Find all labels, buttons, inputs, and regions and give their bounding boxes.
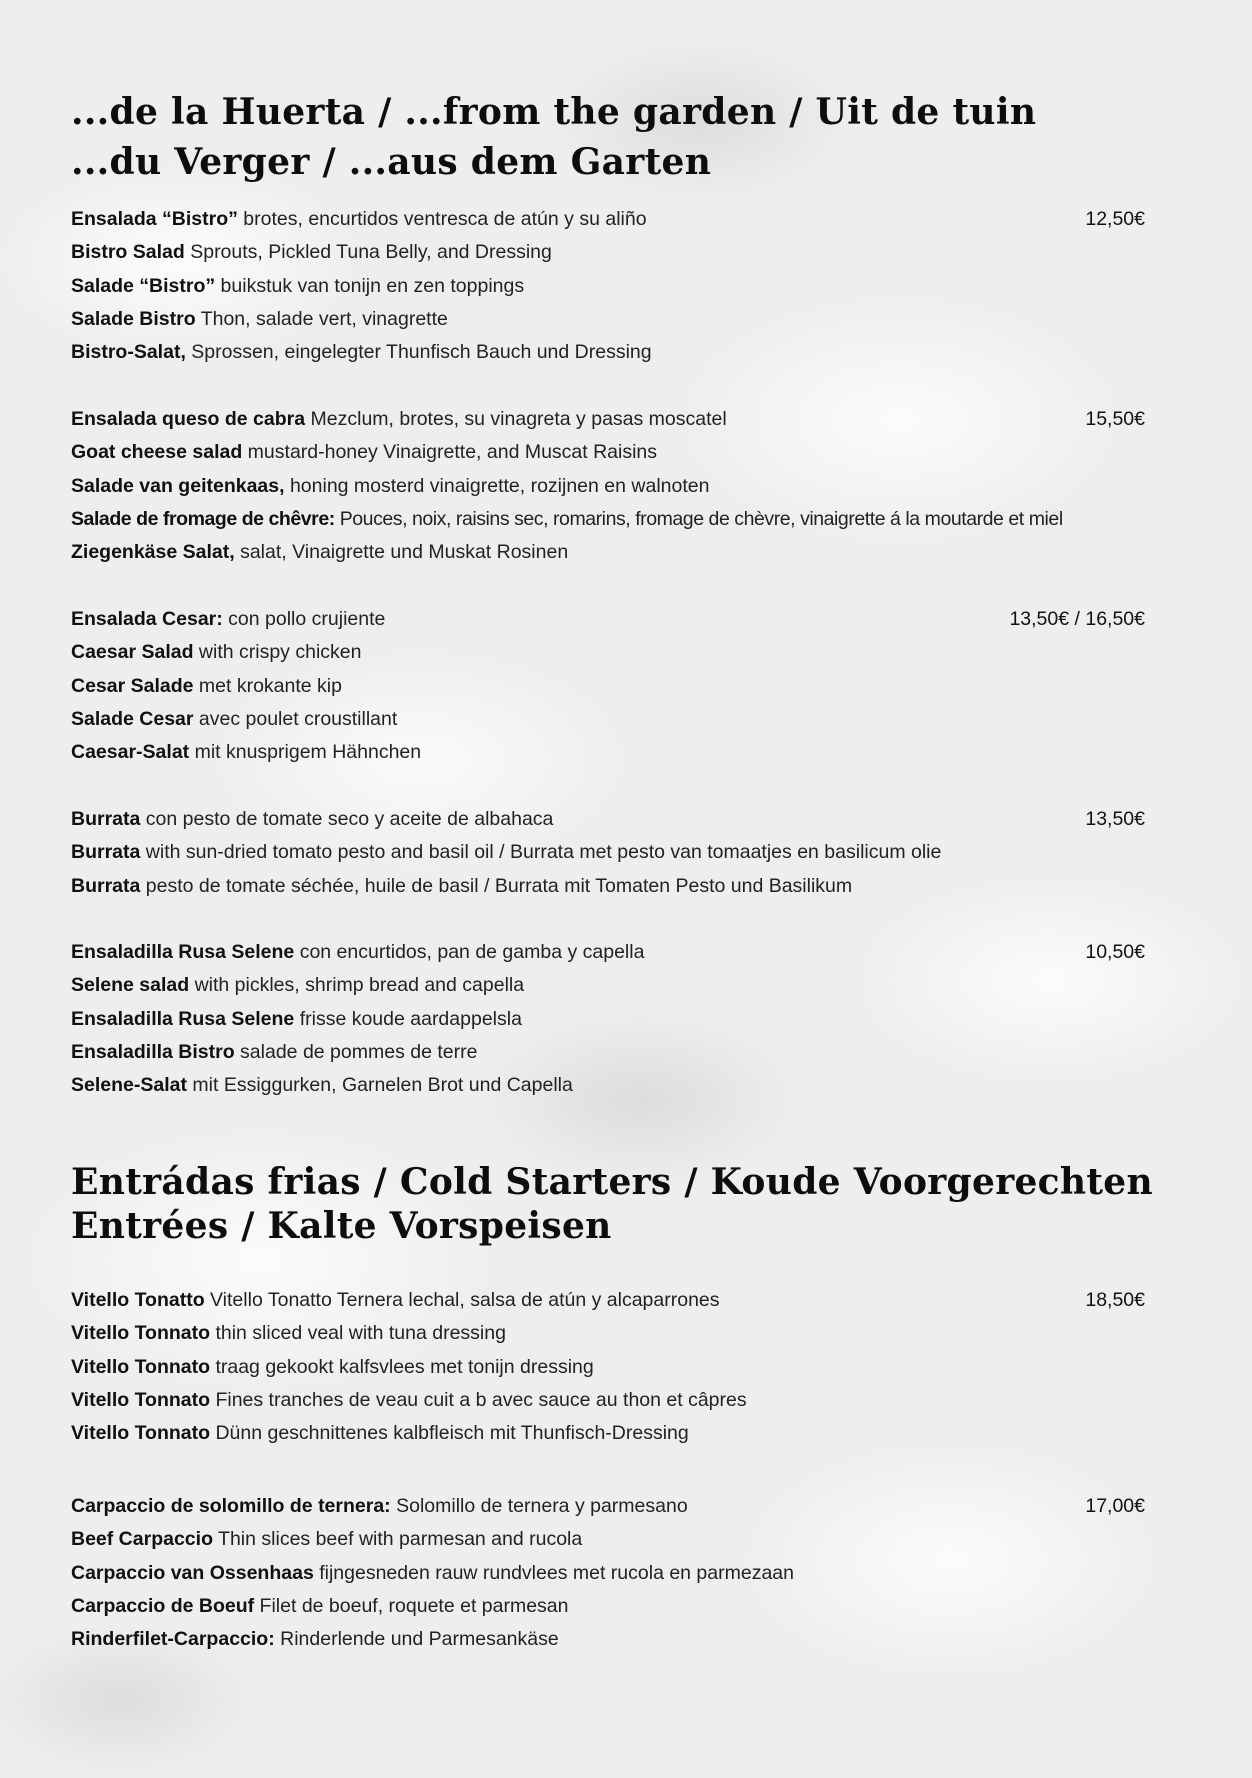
item-name: Vitello Tonnato (71, 1422, 211, 1445)
item-price: 18,50€ (1085, 1289, 1145, 1311)
item-description: Pouces, noix, raisins sec, romarins, fromage de chèvre, vinaigrette á la moutarde et miel (334, 507, 1063, 530)
menu-item-burrata (71, 803, 1145, 903)
item-name: Carpaccio de solomillo de ternera: (71, 1495, 391, 1517)
menu-item-goat-cheese-salad (71, 403, 1145, 569)
item-line (71, 1317, 1145, 1350)
item-name: Cesar Salade (71, 674, 194, 697)
item-description: buikstuk van tonijn en zen toppings (215, 274, 525, 297)
item-line (71, 503, 1145, 536)
item-line (71, 236, 1145, 269)
item-description: honing mosterd vinaigrette, rozijnen en walnoten (284, 474, 710, 497)
item-line (71, 936, 1145, 969)
item-description: Sprossen, eingelegter Thunfisch Bauch und Dressing (185, 341, 652, 364)
item-name: Caesar-Salat (71, 741, 190, 764)
item-price: 17,00€ (1085, 1495, 1145, 1517)
item-description: with crispy chicken (193, 641, 362, 664)
item-description: Thin slices beef with parmesan and rucola (212, 1528, 583, 1551)
item-line (71, 436, 1145, 469)
item-description: con pollo crujiente (222, 608, 386, 630)
item-name: Ensaladilla Rusa Selene (71, 1007, 295, 1030)
item-line (71, 403, 1145, 436)
item-line (71, 870, 1145, 903)
item-description: with pickles, shrimp bread and capella (189, 974, 525, 997)
item-name: Salade Cesar (71, 707, 194, 730)
item-line (71, 303, 1145, 336)
item-description: Thon, salade vert, vinagrette (195, 307, 448, 330)
menu-item-vitello-tonnato (71, 1284, 1145, 1450)
item-line (71, 1036, 1145, 1069)
item-name: Vitello Tonnato (71, 1355, 211, 1378)
item-name: Ensaladilla Rusa Selene (71, 941, 295, 963)
item-line (71, 470, 1145, 503)
item-description: Rinderlende und Parmesankäse (274, 1628, 559, 1651)
item-name: Bistro Salad (71, 241, 185, 264)
menu-item-beef-carpaccio (71, 1490, 1145, 1656)
item-line (71, 1590, 1145, 1623)
item-line (71, 1384, 1145, 1417)
section-heading-garden (71, 87, 1036, 187)
item-description: fijngesneden rauw rundvlees met rucola en parmezaan (313, 1561, 794, 1584)
item-description: con encurtidos, pan de gamba y capella (294, 941, 645, 963)
item-name: Goat cheese salad (71, 441, 243, 464)
item-name: Rinderfilet-Carpaccio: (71, 1628, 275, 1651)
item-price: 13,50€ / 16,50€ (1009, 608, 1145, 630)
item-name: Vitello Tonnato (71, 1388, 211, 1411)
item-line (71, 203, 1145, 236)
item-name: Burrata (71, 841, 141, 864)
item-name: Carpaccio de Boeuf (71, 1594, 255, 1617)
item-price: 13,50€ (1085, 808, 1145, 830)
item-description: traag gekookt kalfsvlees met tonijn dressing (210, 1355, 594, 1378)
item-description: Sprouts, Pickled Tuna Belly, and Dressing (184, 241, 552, 264)
item-description: frisse koude aardappelsla (294, 1007, 522, 1030)
item-name: Salade Bistro (71, 307, 196, 330)
item-description: salade de pommes de terre (234, 1040, 478, 1063)
item-description: avec poulet croustillant (193, 707, 398, 730)
item-description: pesto de tomate séchée, huile de basil / Burrata mit Tomaten Pesto und Basilikum (140, 874, 853, 897)
item-line (71, 836, 1145, 869)
item-description: Fines tranches de veau cuit a b avec sauce au thon et câpres (210, 1388, 747, 1411)
item-description: con pesto de tomate seco y aceite de albahaca (140, 808, 554, 830)
item-line (71, 270, 1145, 303)
item-name: Ensalada “Bistro” (71, 208, 238, 230)
item-line (71, 969, 1145, 1002)
item-name: Bistro-Salat, (71, 341, 186, 364)
menu-item-caesar-salad (71, 603, 1145, 769)
item-line (71, 736, 1145, 769)
item-name: Ensalada queso de cabra (71, 408, 306, 430)
item-description: Mezclum, brotes, su vinagreta y pasas moscatel (305, 408, 727, 430)
menu-item-bistro-salad (71, 203, 1145, 369)
item-name: Ensaladilla Bistro (71, 1040, 235, 1063)
item-line (71, 336, 1145, 369)
heading-line: ...de la Huerta / ...from the garden / Uit de tuin (71, 91, 1037, 133)
item-description: met krokante kip (193, 674, 342, 697)
item-name: Ensalada Cesar: (71, 608, 223, 630)
item-name: Ziegenkäse Salat, (71, 541, 235, 564)
item-line (71, 1351, 1145, 1384)
item-price: 15,50€ (1085, 408, 1145, 430)
item-name: Burrata (71, 874, 141, 897)
item-description: Dünn geschnittenes kalbfleisch mit Thunfisch-Dressing (210, 1422, 689, 1445)
item-line (71, 803, 1145, 836)
item-description: salat, Vinaigrette und Muskat Rosinen (234, 541, 569, 564)
item-name: Selene-Salat (71, 1074, 187, 1097)
item-line (71, 703, 1145, 736)
item-name: Salade van geitenkaas, (71, 474, 285, 497)
heading-line: Entrées / Kalte Vorspeisen (71, 1205, 612, 1247)
item-name: Burrata (71, 808, 141, 830)
item-price: 10,50€ (1085, 941, 1145, 963)
item-line (71, 1003, 1145, 1036)
item-description: with sun-dried tomato pesto and basil oil / Burrata met pesto van tomaatjes en basilicum olie (140, 841, 942, 864)
item-line (71, 1284, 1145, 1317)
item-line (71, 636, 1145, 669)
item-description: mit knusprigem Hähnchen (189, 741, 422, 764)
item-description: thin sliced veal with tuna dressing (210, 1322, 506, 1345)
heading-line: Entrádas frias / Cold Starters / Koude Voorgerechten (71, 1161, 1153, 1203)
item-line (71, 536, 1145, 569)
item-name: Salade “Bistro” (71, 274, 216, 297)
item-line (71, 670, 1145, 703)
section-heading-cold-starters (71, 1160, 1153, 1248)
item-name: Caesar Salad (71, 641, 194, 664)
item-name: Salade de fromage de chêvre: (71, 507, 335, 530)
menu-item-ensaladilla-rusa (71, 936, 1145, 1102)
item-line (71, 1417, 1145, 1450)
item-line (71, 1490, 1145, 1523)
item-name: Vitello Tonnato (71, 1322, 211, 1345)
item-line (71, 1623, 1145, 1656)
item-name: Selene salad (71, 974, 190, 997)
item-price: 12,50€ (1085, 208, 1145, 230)
item-description: mustard-honey Vinaigrette, and Muscat Raisins (242, 441, 658, 464)
item-line (71, 1557, 1145, 1590)
item-line (71, 1523, 1145, 1556)
item-description: mit Essiggurken, Garnelen Brot und Capella (186, 1074, 573, 1097)
item-description: Solomillo de ternera y parmesano (390, 1495, 688, 1517)
item-name: Beef Carpaccio (71, 1528, 213, 1551)
heading-line: ...du Verger / ...aus dem Garten (71, 141, 712, 183)
item-line (71, 1069, 1145, 1102)
item-description: Filet de boeuf, roquete et parmesan (254, 1594, 569, 1617)
item-description: Vitello Tonatto Ternera lechal, salsa de atún y alcaparrones (204, 1289, 720, 1311)
item-line (71, 603, 1145, 636)
item-description: brotes, encurtidos ventresca de atún y su aliño (237, 208, 647, 230)
item-name: Carpaccio van Ossenhaas (71, 1561, 314, 1584)
item-name: Vitello Tonatto (71, 1289, 205, 1311)
